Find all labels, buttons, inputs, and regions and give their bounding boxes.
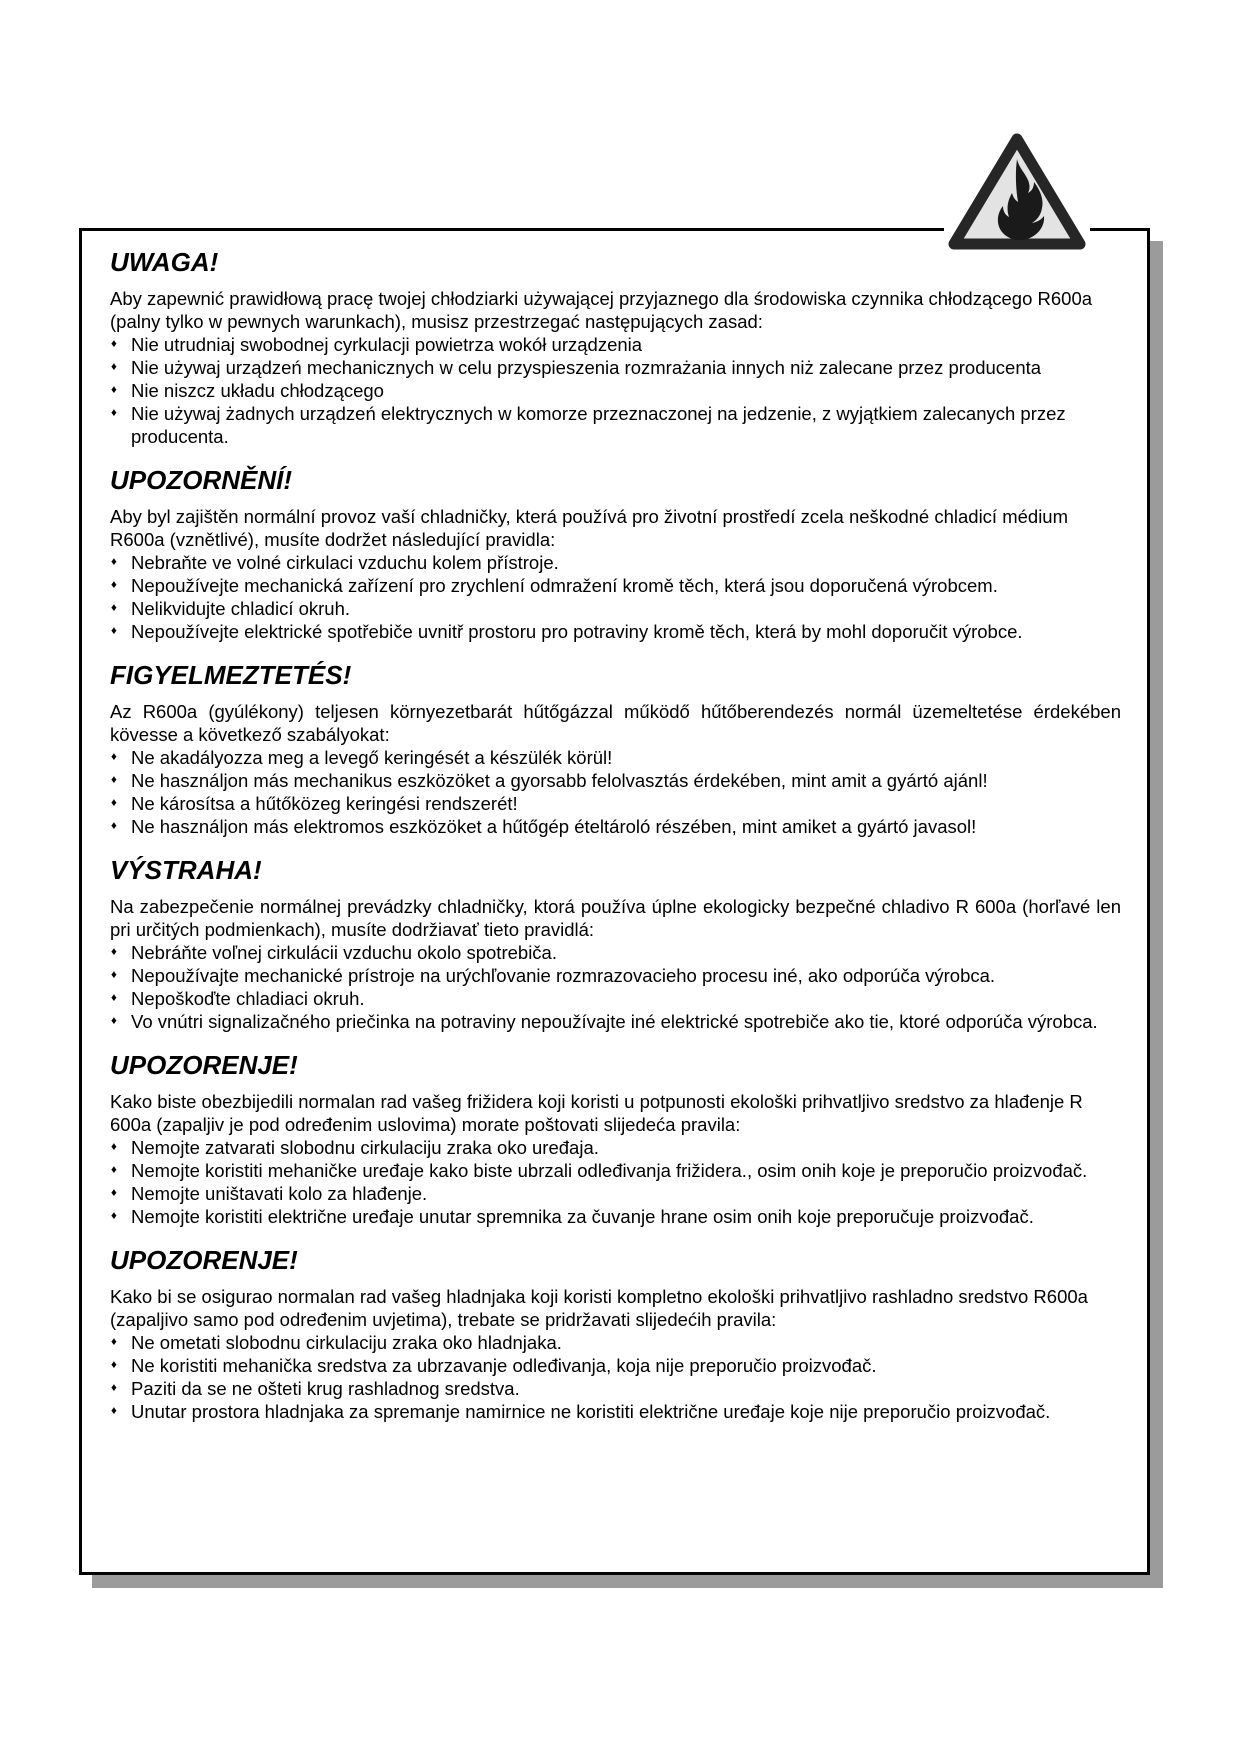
bullet-item	[110, 356, 1121, 379]
bullet-item	[110, 333, 1121, 356]
diamond-bullet-icon: ♦	[111, 946, 117, 958]
diamond-bullet-icon: ♦	[111, 602, 117, 614]
bullet-item	[110, 551, 1121, 574]
bullet-list	[110, 746, 1121, 838]
bullet-list	[110, 333, 1121, 448]
diamond-bullet-icon: ♦	[111, 361, 117, 373]
diamond-bullet-icon: ♦	[111, 1336, 117, 1348]
bullet-text: Ne használjon más elektromos eszközöket a hűtőgép ételtároló részében, mint amiket a gyártó javasol!	[131, 816, 977, 837]
section-intro: Aby zapewnić prawidłową pracę twojej chłodziarki używającej przyjaznego dla środowiska czynnika chłodzącego R600a (palny tylko w pewnych warunkach), musisz przestrzegać następujących zasad:	[110, 288, 1093, 332]
diamond-bullet-icon: ♦	[111, 1141, 117, 1153]
bullet-item	[110, 987, 1121, 1010]
bullet-item	[110, 1136, 1121, 1159]
bullet-text: Nemojte koristiti mehaničke uređaje kako biste ubrzali odleđivanja frižidera., osim onih koje je preporučio proizvođač.	[131, 1160, 1088, 1181]
section-title: UPOZORENJE!	[110, 1050, 298, 1080]
bullet-item	[110, 1205, 1121, 1228]
bullet-item	[110, 1182, 1121, 1205]
diamond-bullet-icon: ♦	[111, 1359, 117, 1371]
diamond-bullet-icon: ♦	[111, 797, 117, 809]
bullet-item	[110, 1354, 1121, 1377]
bullet-text: Nebráňte voľnej cirkulácii vzduchu okolo spotrebiča.	[131, 942, 557, 963]
section-czech	[110, 465, 1121, 643]
bullet-text: Nelikvidujte chladicí okruh.	[131, 598, 351, 619]
bullet-text: Ne akadályozza meg a levegő keringését a készülék körül!	[131, 747, 613, 768]
bullet-text: Nie niszcz układu chłodzącego	[131, 380, 384, 401]
bullet-item	[110, 1159, 1121, 1182]
bullet-item	[110, 597, 1121, 620]
bullet-item	[110, 379, 1121, 402]
bullet-list	[110, 941, 1121, 1033]
diamond-bullet-icon: ♦	[111, 1210, 117, 1222]
section-intro: Az R600a (gyúlékony) teljesen környezetbarát hűtőgázzal működő hűtőberendezés normál üzemeltetése érdekében kövesse a következő szabályokat:	[110, 701, 1121, 745]
flammable-warning-icon	[944, 129, 1090, 256]
bullet-list	[110, 551, 1121, 643]
bullet-text: Nemojte zatvarati slobodnu cirkulaciju zraka oko uređaja.	[131, 1137, 599, 1158]
bullet-item	[110, 574, 1121, 597]
diamond-bullet-icon: ♦	[111, 579, 117, 591]
section-croatian-1	[110, 1050, 1121, 1228]
bullet-item	[110, 792, 1121, 815]
bullet-item	[110, 402, 1121, 448]
section-polish	[110, 247, 1121, 448]
bullet-item	[110, 620, 1121, 643]
diamond-bullet-icon: ♦	[111, 992, 117, 1004]
section-intro: Na zabezpečenie normálnej prevádzky chladničky, ktorá používa úplne ekologicky bezpečné chladivo R 600a (horľavé len pri určitých podmienkach), musíte dodržiavať tieto pravidlá:	[110, 896, 1121, 940]
section-intro: Kako bi se osigurao normalan rad vašeg hladnjaka koji koristi kompletno ekološki prihvatljivo rashladno sredstvo R600a (zapaljivo samo pod određenim uvjetima), trebate se pridržavati slijedećih pravila:	[110, 1286, 1088, 1330]
diamond-bullet-icon: ♦	[111, 1164, 117, 1176]
bullet-list	[110, 1331, 1121, 1423]
diamond-bullet-icon: ♦	[111, 969, 117, 981]
bullet-text: Ne ometati slobodnu cirkulaciju zraka oko hladnjaka.	[131, 1332, 562, 1353]
bullet-text: Nepoužívejte elektrické spotřebiče uvnitř prostoru pro potraviny kromě těch, která by mohl doporučit výrobce.	[131, 621, 1023, 642]
bullet-text: Nie używaj żadnych urządzeń elektrycznych w komorze przeznaczonej na jedzenie, z wyjątkiem zalecanych przez producenta.	[131, 403, 1066, 447]
diamond-bullet-icon: ♦	[111, 1382, 117, 1394]
diamond-bullet-icon: ♦	[111, 1405, 117, 1417]
bullet-text: Vo vnútri signalizačného priečinka na potraviny nepoužívajte iné elektrické spotrebiče ako tie, ktoré odporúča výrobca.	[131, 1011, 1098, 1032]
bullet-text: Nie utrudniaj swobodnej cyrkulacji powietrza wokół urządzenia	[131, 334, 643, 355]
bullet-item	[110, 769, 1121, 792]
section-intro: Aby byl zajištěn normální provoz vaší chladničky, která používá pro životní prostředí zcela neškodné chladicí médium R600a (vznětlivé), musíte dodržet následující pravidla:	[110, 506, 1069, 550]
bullet-text: Nepoškoďte chladiaci okruh.	[131, 988, 365, 1009]
bullet-item	[110, 941, 1121, 964]
bullet-text: Nie używaj urządzeń mechanicznych w celu przyspieszenia rozmrażania innych niż zalecane przez producenta	[131, 357, 1042, 378]
bullet-item	[110, 815, 1121, 838]
diamond-bullet-icon: ♦	[111, 774, 117, 786]
bullet-item	[110, 1400, 1121, 1423]
section-intro: Kako biste obezbijedili normalan rad vašeg frižidera koji koristi u potpunosti ekološki prihvatljivo sredstvo za hlađenje R 600a (zapaljiv je pod određenim uslovima) morate poštovati slijedeća pravila:	[110, 1091, 1083, 1135]
section-title: VÝSTRAHA!	[110, 855, 262, 885]
bullet-text: Nepoužívajte mechanické prístroje na urýchľovanie rozmrazovacieho procesu iné, ako odporúča výrobca.	[131, 965, 996, 986]
diamond-bullet-icon: ♦	[111, 1015, 117, 1027]
diamond-bullet-icon: ♦	[111, 751, 117, 763]
bullet-text: Nebraňte ve volné cirkulaci vzduchu kolem přístroje.	[131, 552, 559, 573]
bullet-item	[110, 1331, 1121, 1354]
bullet-item	[110, 1377, 1121, 1400]
bullet-text: Ne használjon más mechanikus eszközöket a gyorsabb felolvasztás érdekében, mint amit a gyártó ajánl!	[131, 770, 988, 791]
bullet-text: Nemojte uništavati kolo za hlađenje.	[131, 1183, 428, 1204]
section-title: UPOZORENJE!	[110, 1245, 298, 1275]
section-title: UPOZORNĚNÍ!	[110, 465, 292, 495]
bullet-item	[110, 746, 1121, 769]
bullet-text: Paziti da se ne ošteti krug rashladnog sredstva.	[131, 1378, 520, 1399]
section-hungarian	[110, 660, 1121, 838]
diamond-bullet-icon: ♦	[111, 1187, 117, 1199]
bullet-text: Nepoužívejte mechanická zařízení pro zrychlení odmražení kromě těch, která jsou doporučená výrobcem.	[131, 575, 998, 596]
bullet-text: Ne károsítsa a hűtőközeg keringési rendszerét!	[131, 793, 518, 814]
diamond-bullet-icon: ♦	[111, 820, 117, 832]
warning-box	[79, 228, 1150, 1575]
section-croatian-2	[110, 1245, 1121, 1423]
bullet-text: Ne koristiti mehanička sredstva za ubrzavanje odleđivanja, koja nije preporučio proizvođač.	[131, 1355, 877, 1376]
section-title: UWAGA!	[110, 247, 219, 277]
bullet-text: Nemojte koristiti električne uređaje unutar spremnika za čuvanje hrane osim onih koje preporučuje proizvođač.	[131, 1206, 1034, 1227]
diamond-bullet-icon: ♦	[111, 384, 117, 396]
diamond-bullet-icon: ♦	[111, 407, 117, 419]
bullet-item	[110, 1010, 1121, 1033]
bullet-list	[110, 1136, 1121, 1228]
bullet-text: Unutar prostora hladnjaka za spremanje namirnice ne koristiti električne uređaje koje nije preporučio proizvođač.	[131, 1401, 1051, 1422]
section-slovak	[110, 855, 1121, 1033]
bullet-item	[110, 964, 1121, 987]
diamond-bullet-icon: ♦	[111, 556, 117, 568]
diamond-bullet-icon: ♦	[111, 625, 117, 637]
section-title: FIGYELMEZTETÉS!	[110, 660, 352, 690]
diamond-bullet-icon: ♦	[111, 338, 117, 350]
